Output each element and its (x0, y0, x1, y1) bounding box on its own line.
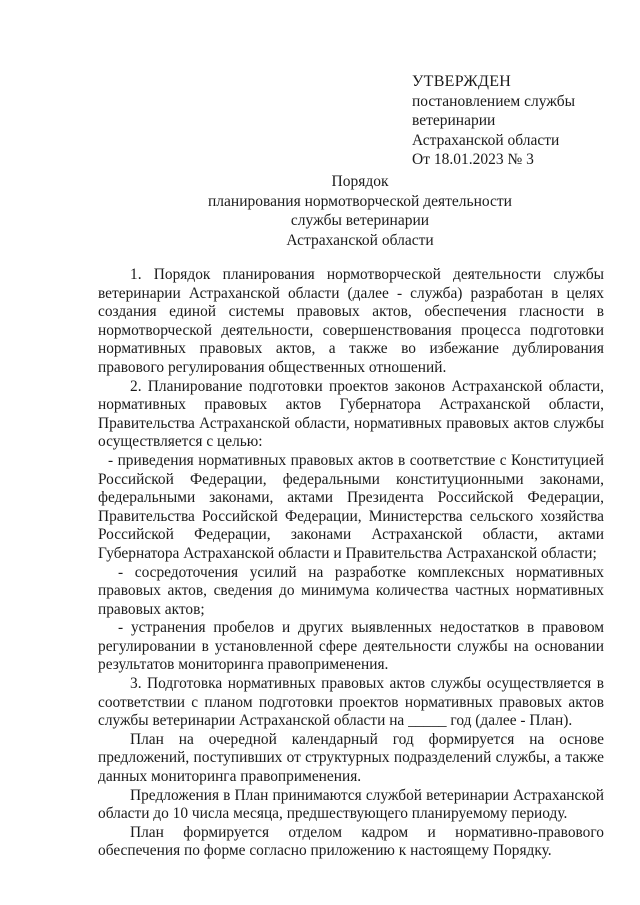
paragraph-list-item-2: - сосредоточения усилий на разработке комплексных нормативных правовых актов, сведения до минимума количества частных нормативных правовых актов; (98, 563, 604, 618)
document-title (90, 172, 630, 250)
paragraph-list-item-3: - устранения пробелов и других выявленных недостатков в правовом регулировании в установленной сфере деятельности службы на основании результатов мониторинга правоприменения. (98, 619, 604, 674)
approval-heading: УТВЕРЖДЕН (412, 73, 512, 90)
approval-line: Астраханской области (412, 131, 560, 149)
title-line: Порядок (331, 173, 389, 190)
approval-line: постановлением службы (412, 92, 576, 110)
approval-date: От 18.01.2023 № 3 (412, 151, 534, 168)
title-line: службы ветеринарии (290, 212, 430, 229)
paragraph-1: 1. Порядок планирования нормотворческой деятельности службы ветеринарии Астраханской области (далее - служба) разработан в целях создания единой системы правовых актов, обеспечения гласности в нормотворческой деятельности, совершенствования процесса подготовки нормативных правовых актов, а также во избежание дублирования правового регулирования общественных отношений. (98, 266, 604, 376)
document-body (98, 266, 604, 861)
approval-stamp-block (412, 72, 612, 170)
paragraph-2: 2. Планирование подготовки проектов законов Астраханской области, нормативных правовых актов Губернатора Астраханской области, Правительства Астраханской области, нормативных правовых актов службы осуществляется с целью: (98, 377, 604, 451)
title-line: Астраханской области (286, 231, 434, 249)
paragraph-plan: План на очередной календарный год формируется на основе предложений, поступивших от структурных подразделений службы, а также данных мониторинга правоприменения. (98, 730, 604, 786)
approval-line: ветеринарии (412, 112, 496, 129)
paragraph-3: 3. Подготовка нормативных правовых актов службы осуществляется в соответствии с планом подготовки проектов нормативных правовых актов службы ветеринарии Астраханской области на _____ год (далее - План). (98, 675, 604, 730)
paragraph-plan-forming: План формируется отделом кадром и нормативно-правового обеспечения по форме согласно приложению к настоящему Порядку. (98, 823, 604, 860)
title-line: планирования нормотворческой деятельности (208, 192, 512, 210)
paragraph-list-item-1: - приведения нормативных правовых актов в соответствие с Конституцией Российской Федерации, федеральными конституционными законами, федеральными законами, актами Президента Российской Федерации, Правительства Российской Федерации, Министерства сельского хозяйства Российской Федерации, законами Астраханской области, актами Губернатора Астраханской области и Правительства Астраханской области; (98, 451, 604, 562)
paragraph-proposals: Предложения в План принимаются службой ветеринарии Астраханской области до 10 числа месяца, предшествующего планируемому периоду. (98, 786, 604, 823)
